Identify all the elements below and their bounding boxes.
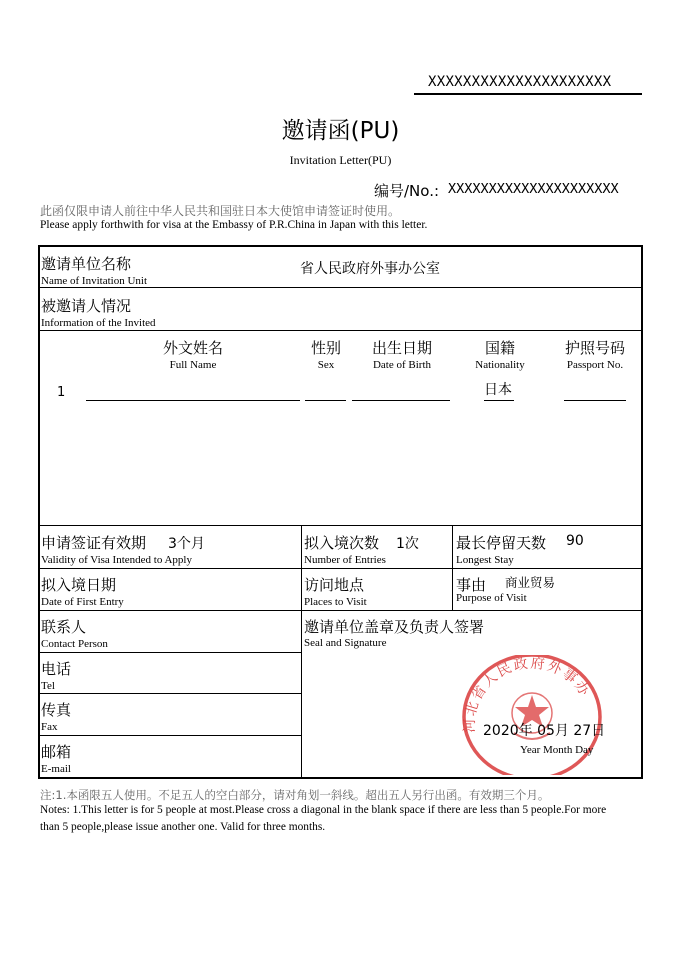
- title-en: Invitation Letter(PU): [289, 153, 392, 167]
- invited-label-en: Information of the Invited: [41, 317, 156, 329]
- invited-label-zh: 被邀请人情况: [41, 297, 132, 315]
- svg-text:河北省人民政府外事办: 河北省人民政府外事办: [461, 655, 594, 733]
- stay-label-zh: 最长停留天数: [456, 534, 547, 552]
- unit-value: 省人民政府外事办公室: [300, 261, 440, 277]
- header-dob-zh: 出生日期: [371, 339, 432, 357]
- stay-value: 90: [566, 533, 584, 549]
- unit-label-en: Name of Invitation Unit: [41, 275, 148, 287]
- notes-en-1: Notes: 1.This letter is for 5 people at most.Please cross a diagonal in the blank space if there are less than 5 people.For more: [40, 804, 607, 816]
- official-stamp-graphic: [456, 655, 606, 775]
- email-label-en: E-mail: [41, 763, 71, 775]
- first-entry-label-zh: 拟入境日期: [41, 576, 117, 594]
- number-value: XXXXXXXXXXXXXXXXXXXXX: [448, 181, 619, 197]
- intro-en: Please apply forthwith for visa at the Embassy of P.R.China in Japan with this letter.: [40, 219, 428, 231]
- header-nationality-en: Nationality: [475, 359, 525, 371]
- validity-label-zh: 申请签证有效期: [41, 534, 147, 552]
- validity-value: 3个月: [168, 536, 205, 552]
- seal-date-en: Year Month Day: [520, 744, 594, 756]
- sex-line: [305, 400, 346, 401]
- header-passport-zh: 护照号码: [564, 339, 625, 357]
- tel-label-en: Tel: [41, 680, 55, 692]
- top-code-underline: [414, 93, 642, 95]
- header-passport-en: Passport No.: [566, 359, 624, 371]
- dob-line: [352, 400, 450, 401]
- entries-label-zh: 拟入境次数: [304, 534, 380, 552]
- header-sex-en: Sex: [317, 359, 335, 371]
- contact-label-en: Contact Person: [41, 638, 108, 650]
- tel-label-zh: 电话: [41, 660, 72, 678]
- contact-label-zh: 联系人: [41, 618, 87, 636]
- header-full-name-zh: 外文姓名: [162, 339, 223, 357]
- seal-date: 2020年 05月 27日: [483, 723, 606, 739]
- entries-value: 1次: [396, 536, 419, 552]
- purpose-label-zh: 事由: [456, 576, 487, 594]
- first-entry-label-en: Date of First Entry: [41, 596, 124, 608]
- stay-label-en: Longest Stay: [456, 554, 514, 566]
- unit-label-zh: 邀请单位名称: [41, 255, 132, 273]
- email-label-zh: 邮箱: [41, 743, 72, 761]
- purpose-label-en: Purpose of Visit: [456, 592, 527, 604]
- header-nationality-zh: 国籍: [484, 339, 515, 357]
- passport-line: [564, 400, 626, 401]
- places-label-zh: 访问地点: [304, 576, 365, 594]
- title-zh: 邀请函(PU): [281, 118, 400, 144]
- nationality-value: 日本: [484, 382, 512, 398]
- entries-label-en: Number of Entries: [304, 554, 386, 566]
- official-stamp: [456, 655, 606, 775]
- seal-label-zh: 邀请单位盖章及负责人签署: [304, 618, 485, 636]
- nationality-line: [484, 400, 514, 401]
- intro-zh: 此函仅限申请人前往中华人民共和国驻日本大使馆申请签证时使用。: [40, 204, 401, 218]
- fax-label-en: Fax: [41, 721, 58, 733]
- header-sex-zh: 性别: [310, 339, 341, 357]
- places-label-en: Places to Visit: [304, 596, 367, 608]
- header-full-name-en: Full Name: [169, 359, 217, 371]
- header-dob-en: Date of Birth: [372, 359, 432, 371]
- notes-zh: 注:1.本函限五人使用。不足五人的空白部分，请对角划一斜线。超出五人另行出函。有效期三个月。: [40, 788, 550, 802]
- fax-label-zh: 传真: [41, 701, 72, 719]
- top-code: XXXXXXXXXXXXXXXXXXXXX: [428, 74, 612, 90]
- full-name-line: [86, 400, 300, 401]
- row-number: 1: [57, 385, 66, 400]
- seal-label-en: Seal and Signature: [304, 637, 387, 649]
- notes-en-2: than 5 people,please issue another one. Valid for three months.: [40, 821, 326, 833]
- purpose-value: 商业贸易: [505, 575, 556, 590]
- number-label: 编号/No.:: [374, 182, 440, 200]
- validity-label-en: Validity of Visa Intended to Apply: [41, 554, 192, 566]
